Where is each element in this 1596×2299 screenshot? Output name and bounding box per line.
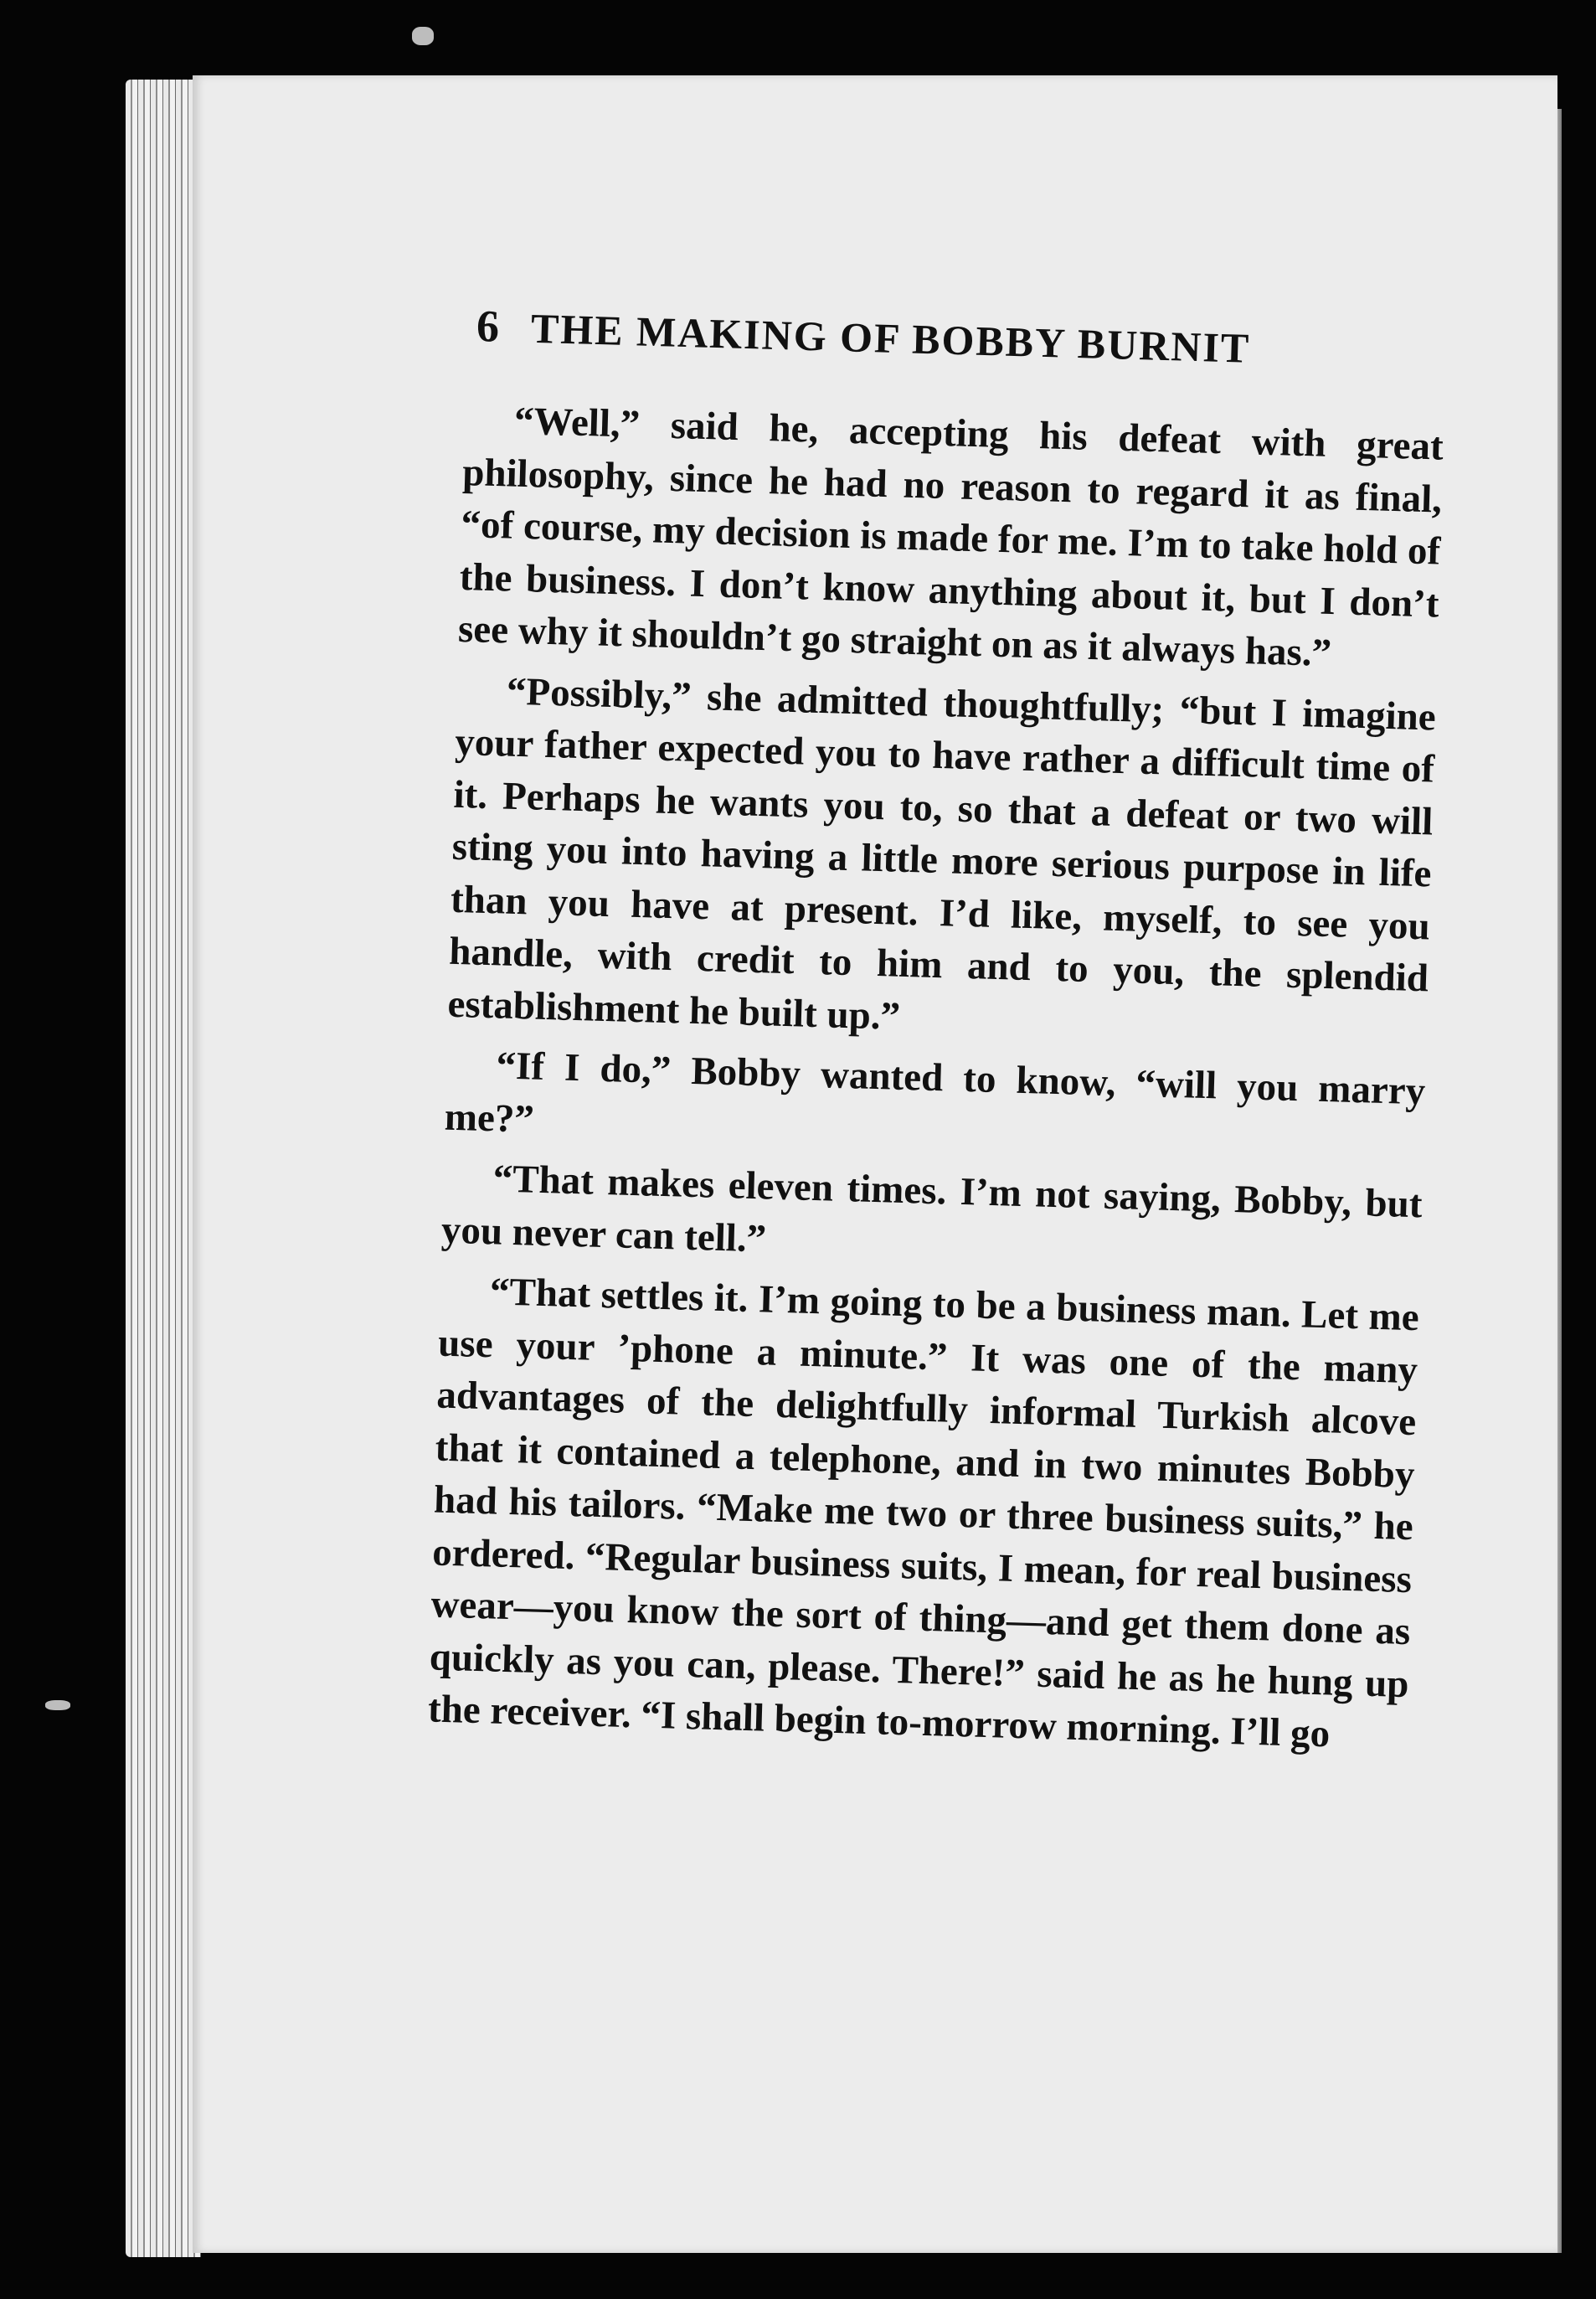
book-page-edges-left	[126, 80, 201, 2257]
paragraph: “Possibly,” she admitted thoughtfully; “but I imagine your father expected you to have rather a difficult time of it. Perhaps he wants you to, so that a defeat or two will sting you into having a little more serious purpose in life than you have at present. I’d like, myself, to see you handle, with credit to him and to you, the splendid establishment he built up.”	[446, 669, 1437, 1039]
dust-speck-left	[45, 1700, 70, 1710]
paragraph: “Well,” said he, accepting his defeat with great philosophy, since he had no reason to regard it as final, “of course, my decision is made for me. I’m to take hold of the business. I don’t know anything about it, but I don’t see why it shouldn’t go straight on as it always has.”	[457, 399, 1444, 676]
dust-speck-top	[412, 27, 434, 45]
page-number: 6	[476, 300, 500, 352]
paragraph: “That settles it. I’m going to be a business man. Let me use your ’phone a minute.” It was one of the many advantages of the delightfully informal Turkish alcove that it contained a telephone, and in two minutes Bobby had his tailors. “Make me two or three business suits,” he ordered. “Regular business suits, I mean, for real business wear—you know the sort of thing—and get them done as quickly as you can, please. There!” said he as he hung up the receiver. “I shall begin to-morrow morning. I’ll go	[427, 1270, 1420, 1756]
running-head: THE MAKING OF BOBBY BURNIT	[530, 304, 1252, 372]
body-text	[427, 394, 1444, 1771]
paragraph: “If I do,” Bobby wanted to know, “will you marry me?”	[444, 1044, 1426, 1142]
paragraph: “That makes eleven times. I’m not saying, Bobby, but you never can tell.”	[440, 1157, 1424, 1260]
